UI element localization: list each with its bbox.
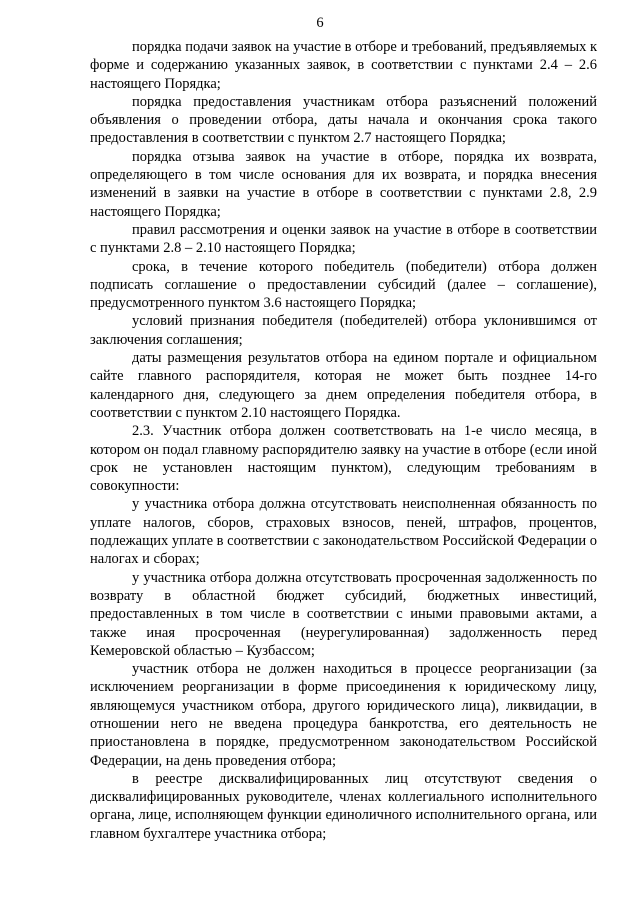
- page-number: 6: [316, 15, 324, 31]
- paragraph-clarifications-procedure: порядка предоставления участникам отбора разъяснений положений объявления о проведении отбора, даты начала и окончания срока такого предоставления в соответствии с пунктом 2.7 настоящего Порядка;: [90, 93, 597, 147]
- paragraph-review-rules: правил рассмотрения и оценки заявок на участие в отборе в соответствии с пунктами 2.8 – 2.10 настоящего Порядка;: [90, 221, 597, 257]
- paragraph-evasion-conditions: условий признания победителя (победителей) отбора уклонившимся от заключения соглашения;: [90, 313, 597, 348]
- paragraph-section-2-3: 2.3. Участник отбора должен соответствовать на 1-е число месяца, в котором он подал главному распорядителю заявку на участие в отборе (если иной срок не установлен настоящим пунктом), следующим требованиям в совокупности:: [90, 423, 597, 495]
- paragraph-agreement-term: срока, в течение которого победитель (победители) отбора должен подписать соглашение о предоставлении субсидий (далее – соглашение), предусмотренного пунктом 3.6 настоящего Порядка;: [90, 258, 597, 312]
- paragraph-withdrawal-procedure: порядка отзыва заявок на участие в отборе, порядка их возврата, определяющего в том числе основания для их возврата, и порядка внесения изменений в заявки на участие в отборе в соответствии с пунктами 2.8, 2.9 настоящего Порядка;: [90, 148, 597, 220]
- paragraph-application-procedure: порядка подачи заявок на участие в отборе и требований, предъявляемых к форме и содержанию указанных заявок, в соответствии с пунктами 2.4 – 2.6 настоящего Порядка;: [90, 39, 597, 92]
- document-body: [90, 38, 597, 843]
- paragraph-results-publication: даты размещения результатов отбора на едином портале и официальном сайте главного распорядителя, которая не может быть позднее 14-го календарного дня, следующего за днем определения победителя отбора, в соответствии с пунктом 2.10 настоящего Порядка.: [90, 350, 597, 421]
- paragraph-disqualified-persons: в реестре дисквалифицированных лиц отсутствуют сведения о дисквалифицированных руководителе, членах коллегиального исполнительного органа, лице, исполняющем функции единоличного исполнительного органа, или главном бухгалтере участника отбора;: [90, 770, 597, 842]
- paragraph-reorganization: участник отбора не должен находиться в процессе реорганизации (за исключением реорганизации в форме присоединения к юридическому лицу, являющемуся участником отбора, другого юридического лица), ликвидации, в отношении него не введена процедура банкротства, его деятельность не приостановлена в порядке, предусмотренном законодательством Российской Федерации, на день проведения отбора;: [90, 661, 597, 769]
- paragraph-tax-obligations: у участника отбора должна отсутствовать неисполненная обязанность по уплате налогов, сборов, страховых взносов, пеней, штрафов, процентов, подлежащих уплате в соответствии с законодательством Российской Федерации о налогах и сборах;: [90, 496, 597, 568]
- paragraph-overdue-debt: у участника отбора должна отсутствовать просроченная задолженность по возврату в областной бюджет субсидий, бюджетных инвестиций, предоставленных в том числе в соответствии с иными правовыми актами, а также иная просроченная (неурегулированная) задолженность перед Кемеровской областью – Кузбассом;: [90, 569, 597, 659]
